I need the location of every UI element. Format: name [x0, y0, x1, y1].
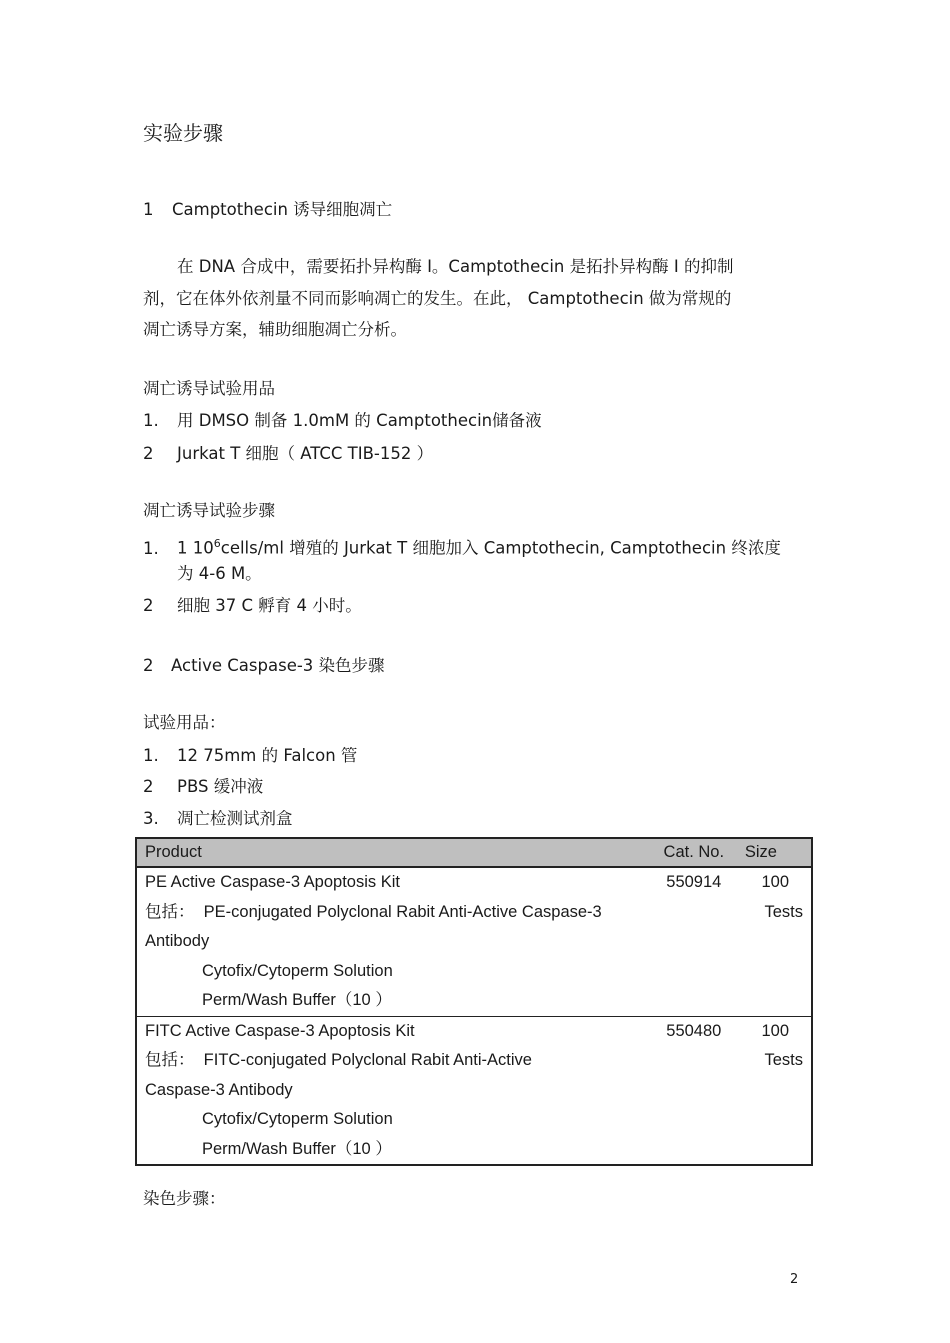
includes-line-cont: Antibody — [145, 932, 210, 950]
size-value: 100 — [761, 1021, 789, 1040]
list-number: 1. — [143, 538, 159, 558]
step-text-post: cells/ml 增殖的 Jurkat T 细胞加入 Camptothecin, Camptothecin 终浓度 — [220, 538, 781, 558]
section1-steps-heading: 凋亡诱导试验步骤 — [143, 501, 275, 520]
header-product: Product — [136, 838, 651, 867]
section1-heading: Camptothecin 诱导细胞凋亡 — [172, 200, 393, 219]
page-number: 2 — [790, 1272, 799, 1287]
list-text: PBS 缓冲液 — [177, 777, 264, 796]
section1-number: 1 — [143, 200, 154, 219]
list-text: 凋亡检测试剂盒 — [177, 809, 293, 828]
section1-para-line2: 剂，它在体外依剂量不同而影响凋亡的发生。在此， Camptothecin 做为常规的 — [143, 289, 732, 308]
section2-materials-heading: 试验用品： — [143, 713, 226, 732]
list-number: 2 — [143, 596, 154, 615]
step-text-pre: 1 10 — [177, 538, 214, 558]
product-name: FITC Active Caspase-3 Apoptosis Kit — [145, 1021, 415, 1040]
list-text: 细胞 37 C 孵育 4 小时。 — [177, 596, 362, 615]
section2-number: 2 — [143, 656, 154, 675]
section2-heading-row — [143, 656, 385, 676]
includes-line-cont: Caspase-3 Antibody — [145, 1080, 293, 1099]
step-text-sup: 6 — [213, 537, 221, 550]
list-number: 3. — [143, 809, 159, 828]
size-cell — [737, 867, 812, 1016]
header-cat-no: Cat. No. — [651, 838, 737, 867]
size-cell — [737, 1016, 812, 1165]
section1-materials-heading: 凋亡诱导试验用品 — [143, 379, 275, 398]
table-row — [136, 867, 812, 1016]
list-number: 2 — [143, 444, 154, 463]
list-number: 1. — [143, 746, 159, 765]
cat-no-cell: 550914 — [651, 867, 737, 1016]
size-value: 100 — [761, 873, 789, 891]
includes-line — [145, 898, 643, 928]
section1-heading-row — [143, 200, 392, 220]
staining-heading: 染色步骤： — [143, 1189, 226, 1208]
includes-label: 包括： — [145, 902, 195, 921]
product-cell — [136, 1016, 651, 1165]
page-title: 实验步骤 — [143, 121, 223, 145]
apoptosis-kit-table — [135, 837, 813, 1166]
list-text: Jurkat T 细胞（ ATCC TIB-152 ） — [177, 444, 434, 463]
table-row — [136, 1016, 812, 1165]
list-number: 2 — [143, 777, 154, 796]
size-unit: Tests — [764, 1051, 803, 1069]
section2-heading: Active Caspase-3 染色步骤 — [171, 656, 385, 675]
section1-step-continuation: 为 4-6 M。 — [177, 564, 262, 583]
section1-step-item — [143, 596, 362, 616]
table-header-row — [136, 838, 812, 867]
includes-text: FITC-conjugated Polyclonal Rabit Anti-Active — [203, 1051, 532, 1069]
includes-label: 包括： — [145, 1051, 195, 1069]
section2-material-item — [143, 809, 293, 829]
component-item: Perm/Wash Buffer（10 ） — [202, 1139, 392, 1158]
product-cell — [136, 867, 651, 1016]
list-number: 1. — [143, 411, 159, 430]
includes-line — [145, 1046, 643, 1076]
section1-step-item — [143, 534, 781, 559]
component-item: Cytofix/Cytoperm Solution — [202, 961, 393, 980]
section2-material-item — [143, 777, 263, 797]
component-item: Perm/Wash Buffer（10 ） — [202, 991, 392, 1009]
section1-para-line3: 凋亡诱导方案，辅助细胞凋亡分析。 — [143, 320, 407, 339]
product-name: PE Active Caspase-3 Apoptosis Kit — [145, 873, 400, 891]
section1-para-line1: 在 DNA 合成中，需要拓扑异构酶 I。Camptothecin 是拓扑异构酶 I 的抑制 — [177, 257, 734, 276]
list-text: 用 DMSO 制备 1.0mM 的 Camptothecin储备液 — [177, 411, 542, 430]
section1-material-item — [143, 411, 542, 431]
section1-material-item — [143, 444, 433, 464]
size-unit: Tests — [764, 902, 803, 921]
list-text: 12 75mm 的 Falcon 管 — [177, 746, 358, 765]
includes-text: PE-conjugated Polyclonal Rabit Anti-Active Caspase-3 — [203, 902, 602, 921]
component-item: Cytofix/Cytoperm Solution — [202, 1110, 393, 1128]
cat-no-cell: 550480 — [666, 1021, 722, 1040]
header-size: Size — [737, 838, 812, 867]
section2-material-item — [143, 746, 357, 766]
